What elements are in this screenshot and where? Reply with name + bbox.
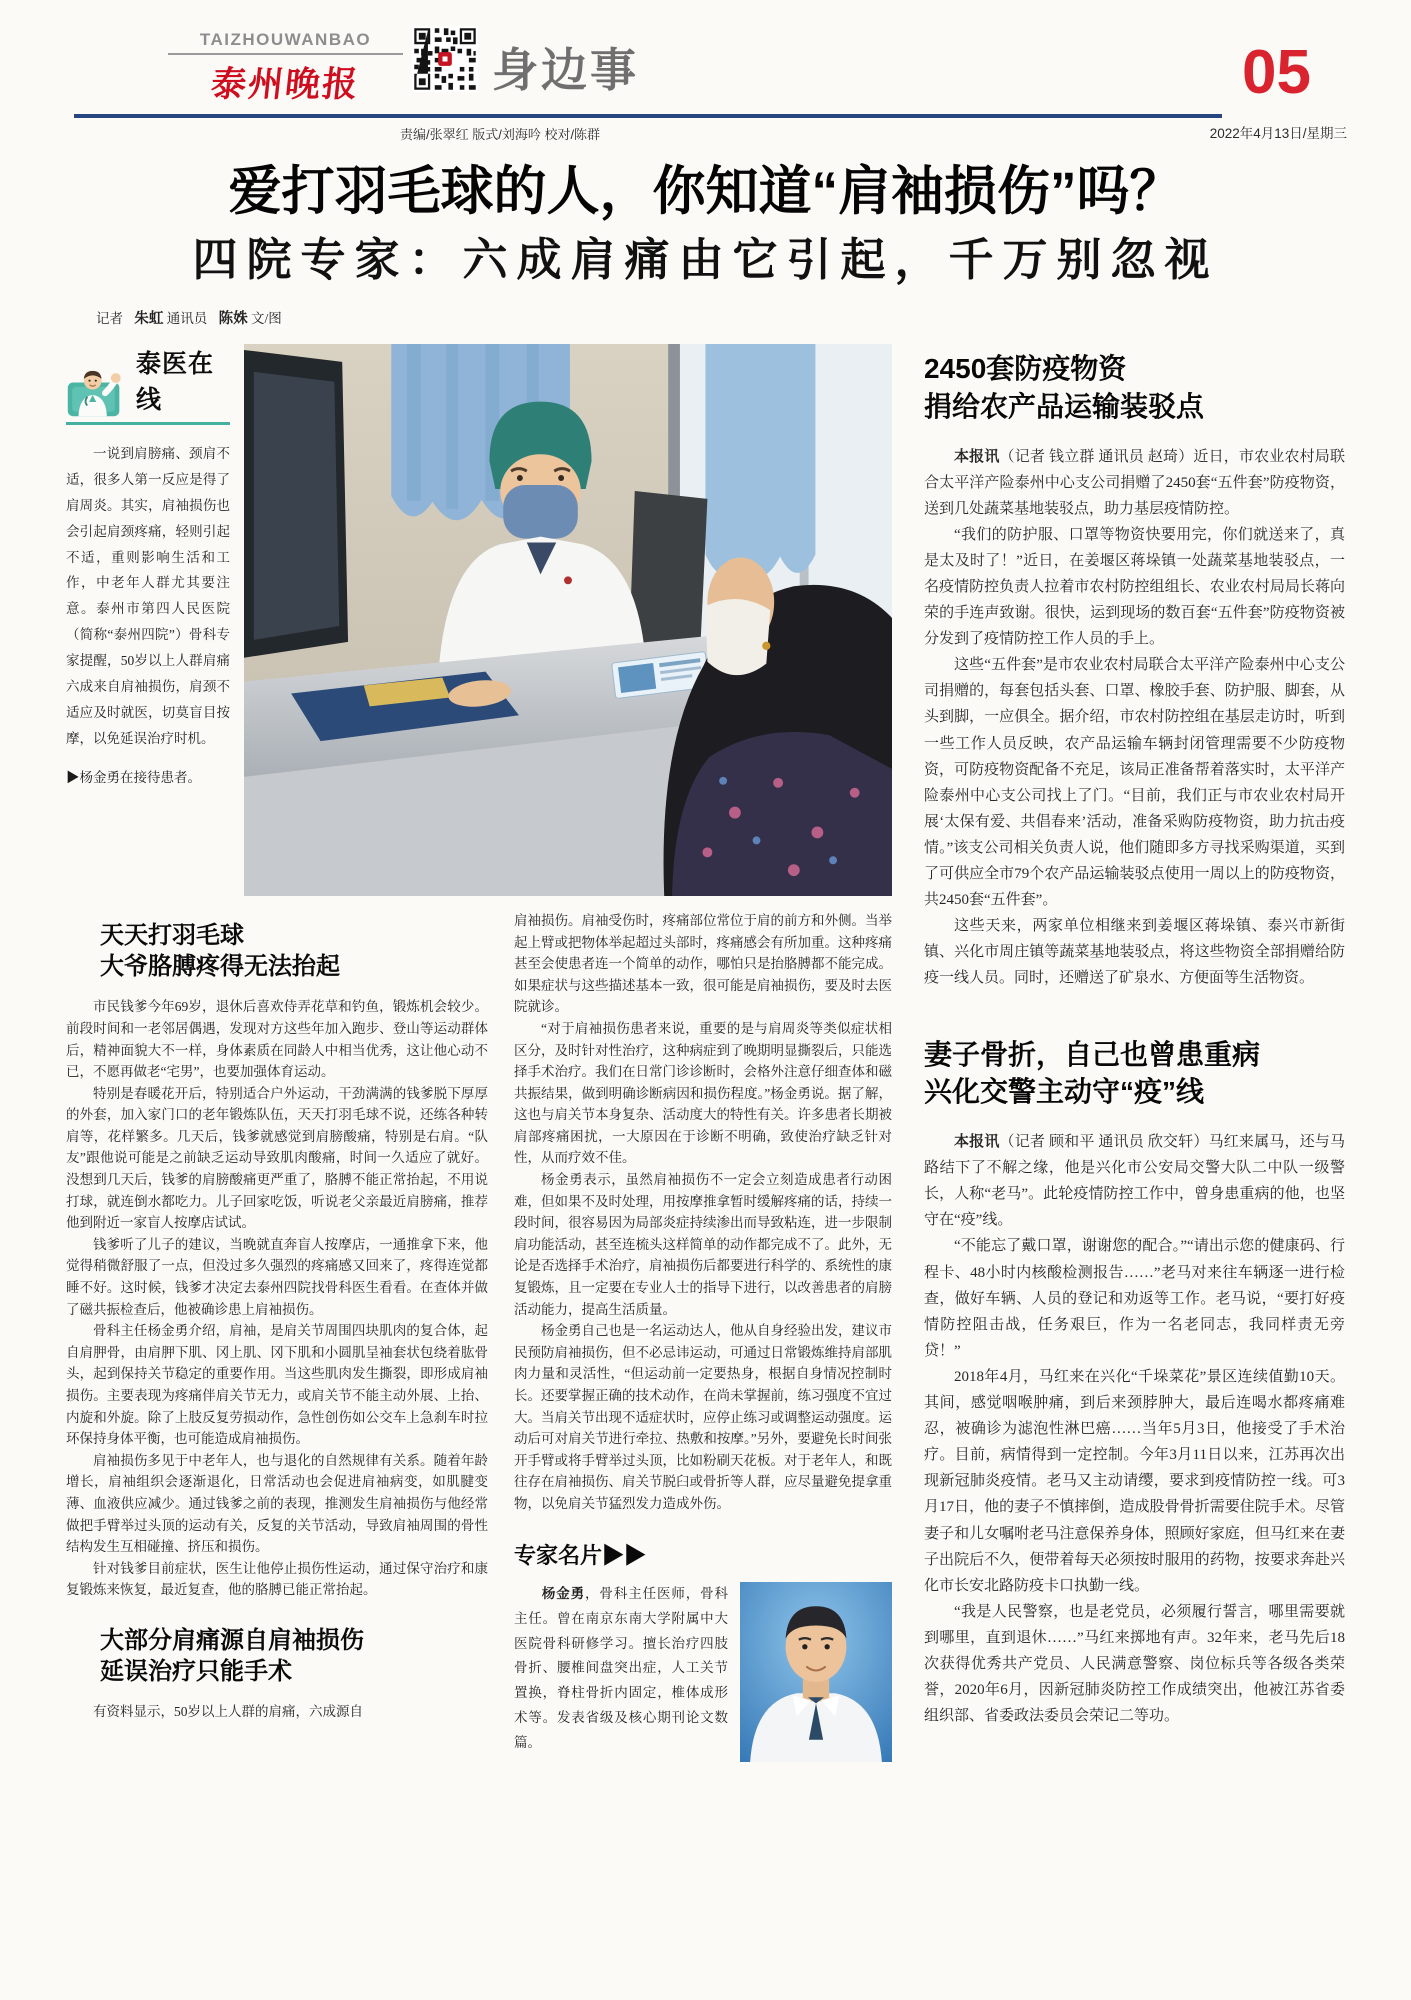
page-number: 05: [1242, 38, 1311, 107]
paragraph: 这些“五件套”是市农业农村局联合太平洋产险泰州中心支公司捐赠的，每套包括头套、口罩、橡胶手套、防护服、脚套，从头到脚，一应俱全。据介绍，市农村防控组在基层走访时，听到一些工作人员反映，农产品运输车辆封闭管理需要不少防疫物资，可防疫物资配备不充足，该局正准备帮着落实时，太平洋产险泰州中心支公司找上了门。“目前，我们正与市农业农村局开展‘太保有爱、共倡春来’活动，准备采购防疫物资，助力抗击疫情。”该支公司相关负责人说，他们随即多方寻找采购渠道，买到了可供应全市79个农产品运输装驳点使用一周以上的防疫物资，共2450套“五件套”。: [924, 657, 1345, 909]
lead-text: 马红来属马，还与马路结下了不解之缘，他是兴化市公安局交警大队二中队一级警长，人称“老马”。此轮疫情防控工作中，曾身患重病的他，也坚守在“疫”线。: [924, 1134, 1345, 1229]
newspaper-logo: [168, 30, 403, 107]
header-rule: [74, 114, 1222, 118]
section-title: 身边事: [492, 44, 639, 96]
byline: [96, 307, 1411, 328]
reporter-label: 记者: [96, 310, 123, 326]
consultation-photo-illustration: [244, 344, 892, 896]
photo-caption: ▶杨金勇在接待患者。: [66, 769, 201, 785]
paragraph: 针对钱爹目前症状，医生让他停止损伤性运动，通过保守治疗和康复锻炼来恢复，最近复查，他的胳膊已能正常抬起。: [66, 1560, 488, 1598]
lead-byline: （记者 钱立群 通讯员 赵琦）: [999, 448, 1194, 465]
doctor-icon: [66, 368, 130, 420]
reporter-name: 朱虹: [134, 310, 164, 327]
column-badge-label: 泰医在线: [136, 349, 215, 414]
page-content: [0, 340, 1411, 1766]
paragraph: 杨金勇表示，虽然肩袖损伤不一定会立刻造成患者行动困难，但如果不及时处理，用按摩推拿暂时缓解疼痛的话，持续一段时间，很容易因为局部炎症持续渗出而导致粘连，进一步限制肩功能活动，甚至连梳头这样简单的动作都完成不了。此外，无论是否选择手术治疗，肩袖损伤后都要进行科学的、系统性的康复锻炼，且一定要在专业人士的指导下进行，以改善患者的肩膀活动能力，提高生活质量。: [514, 1172, 892, 1317]
photo-credit: 文/图: [251, 310, 282, 326]
lead-text: 近日，市农业农村局联合太平洋产险泰州中心支公司捐赠了2450套“五件套”防疫物资，送到几处蔬菜基地装驳点，助力基层疫情防控。: [924, 448, 1345, 517]
lead-label: 本报讯: [954, 448, 1000, 465]
article-intro: 一说到肩膀痛、颈肩不适，很多人第一反应是得了肩周炎。其实，肩袖损伤也会引起肩颈疼痛，轻则引起不适，重则影响生活和工作，中老年人群尤其要注意。泰州市第四人民医院（简称“泰州四院”）骨科专家提醒，50岁以上人群肩痛六成来自肩袖损伤，肩颈不适应及时就医，切莫盲目按摩，以免延误治疗时机。: [66, 445, 230, 746]
paragraph: 肩袖损伤。肩袖受伤时，疼痛部位常位于肩的前方和外侧。当举起上臂或把物体举起超过头部时，疼痛感会有所加重。这种疼痛甚至会使患者连一个简单的动作，哪怕只是抬胳膊都不能完成。如果症状与这些描述基本一致，很可能是肩袖损伤，要及时去医院就诊。: [514, 912, 892, 1015]
news-article-police: [924, 1036, 1345, 1730]
paragraph: “不能忘了戴口罩，谢谢您的配合。”“请出示您的健康码、行程卡、48小时内核酸检测报告……”老马对来往车辆逐一进行检查，做好车辆、人员的登记和劝返等工作。老马说，“要打好疫情防控阻击战，任务艰巨，作为一名老同志，我同样责无旁贷！”: [924, 1238, 1345, 1359]
headline-zone: [60, 162, 1351, 287]
editors-line: 责编/张翠红 版式/刘海吟 校对/陈群: [400, 127, 601, 142]
feature-column-middle: [514, 910, 892, 1766]
paragraph: 钱爹听了儿子的建议，当晚就直奔盲人按摩店，一通推拿下来，他觉得稍微舒服了一点，但没过多久强烈的疼痛感又回来了，疼得连觉都睡不好。这时候，钱爹才决定去泰州四院找骨科医生看看。在查体并做了磁共振检查后，他被确诊患上肩袖损伤。: [66, 1236, 488, 1317]
qr-code-icon: [412, 26, 478, 92]
main-photo: [244, 344, 892, 896]
expert-bio-text: ，骨科主任医师，骨科主任。曾在南京东南大学附属中大医院骨科研修学习。擅长治疗四肢骨折、腰椎间盘突出症，人工关节置换，脊柱骨折内固定，椎体成形术等。发表省级及核心期刊论文数篇。: [514, 1585, 729, 1751]
newspaper-logo-latin: TAIZHOUWANBAO: [168, 30, 403, 55]
news1-headline: 2450套防疫物资 捐给农产品运输装驳点: [924, 352, 1205, 422]
paragraph: 杨金勇自己也是一名运动达人，他从自身经验出发，建议市民预防肩袖损伤，但不必忌讳运动，可通过日常锻炼维持肩部肌肉力量和灵活性，“但运动前一定要热身，根据自身情况控制时长。还要掌握正确的技术动作，在尚未掌握前，练习强度不宜过大。当肩关节出现不适症状时，应停止练习或调整运动强度。运动后可对肩关节进行牵拉、热敷和按摩。”另外，要避免长时间张开手臂或将手臂举过头顶，比如粉刷天花板。对于老年人，和既往存在肩袖损伤、肩关节脱臼或骨折等人群，应尽量避免提拿重物，以免肩关节猛烈发力造成外伤。: [514, 1323, 892, 1511]
lead-byline: （记者 顾和平 通讯员 欣交轩）: [999, 1134, 1209, 1151]
section1-heading: 天天打羽毛球 大爷胳膊疼得无法抬起: [100, 921, 340, 981]
correspondent-name: 陈姝: [218, 310, 248, 327]
paragraph: 有资料显示，50岁以上人群的肩痛，六成源自: [93, 1704, 363, 1720]
newspaper-logo-chinese: 泰州晚报: [209, 64, 362, 105]
news-article-donation: [924, 350, 1345, 992]
paragraph: “我们的防护服、口罩等物资快要用完，你们就送来了，真是太及时了！”近日，在姜堰区蒋垛镇一处蔬菜基地装驳点，一名疫情防控负责人拉着市农村防控组组长、农业农村局局长蒋向荣的手连声致谢。很快，运到现场的数百套“五件套”防疫物资被分发到了疫情防控工作人员的手上。: [924, 526, 1345, 648]
expert-portrait-photo: [740, 1582, 892, 1762]
paragraph: 市民钱爹今年69岁，退休后喜欢侍弄花草和钓鱼，锻炼机会较少。前段时间和一老邻居偶遇，发现对方这些年加入跑步、登山等运动群体后，精神面貌大不一样，身体素质在同龄人中相当优秀，这让他心动不已，不愿再做老“宅男”，也要加强体育运动。: [66, 999, 488, 1080]
expert-profile-box: [514, 1539, 892, 1757]
news1-lead: [924, 444, 1345, 522]
news2-headline: 妻子骨折，自己也曾患重病 兴化交警主动守“疫”线: [924, 1038, 1261, 1108]
main-article: [66, 344, 892, 1766]
correspondent-label: 通讯员: [166, 310, 208, 326]
date-line: 2022年4月13日/星期三: [1209, 126, 1347, 141]
expert-bio: [514, 1582, 892, 1757]
left-rail: [66, 344, 230, 896]
paragraph: “我是人民警察，也是老党员，必须履行誓言，哪里需要就到哪里，直到退休……”马红来掷地有声。32年来，老马先后18次获得优秀共产党员、人民满意警察、岗位标兵等各级各类荣誉，2020年6月，因新冠肺炎防控工作成绩突出，他被江苏省委组织部、省委政法委员会荣记二等功。: [924, 1603, 1345, 1725]
paragraph: 这些天来，两家单位相继来到姜堰区蒋垛镇、泰兴市新街镇、兴化市周庄镇等蔬菜基地装驳点，将这些物资全部捐赠给防疫一线人员。同时，还赠送了矿泉水、方便面等生活物资。: [924, 918, 1345, 987]
main-headline: 爱打羽毛球的人，你知道“肩袖损伤”吗？: [228, 162, 1183, 221]
paragraph: 肩袖损伤多见于中老年人，也与退化的自然规律有关系。随着年龄增长，肩袖组织会逐渐退化，日常活动也会促进肩袖病变，如肌腱变薄、血液供应减少。通过钱爹之前的表现，推测发生肩袖损伤与他经常做把手臂举过头顶的运动有关，反复的关节活动，导致肩袖周围的骨性结构发生互相碰撞、挤压和损伤。: [66, 1452, 488, 1555]
expert-box-heading: 专家名片▶▶: [514, 1542, 647, 1568]
paragraph: 特别是春暖花开后，特别适合户外运动，干劲满满的钱爹脱下厚厚的外套，加入家门口的老年锻炼队伍，天天打羽毛球不说，还练各种转肩等，花样繁多。几天后，钱爹就感觉到肩膀酸痛，特别是右肩。“队友”跟他说可能是之前缺乏运动导致肌肉酸痛，时间一久适应了就好。没想到几天后，钱爹的肩膀酸痛更严重了，胳膊不能正常抬起，不用说打球，就连倒水都吃力。儿子回家吃饭，听说老父亲最近肩膀痛，推荐他到附近一家盲人按摩店试试。: [66, 1085, 488, 1231]
paragraph: 2018年4月，马红来在兴化“千垛菜花”景区连续值勤10天。其间，感觉咽喉肿痛，到后来颈脖肿大，最后连喝水都疼痛难忍，被确诊为滤泡性淋巴癌……当年5月3日，他接受了手术治疗。目前，病情得到一定控制。今年3月11日以来，江苏再次出现新冠肺炎疫情。老马又主动请缨，要求到疫情防控一线。可3月17日，他的妻子不慎摔倒，造成股骨骨折需要住院手术。尽管妻子和儿女嘱咐老马注意保养身体，照顾好家庭，但马红来在妻子出院后不久，便带着每天必须按时服用的药物，按要求奔赴兴化市长安北路防疫卡口执勤一线。: [924, 1368, 1345, 1594]
news-column: [924, 344, 1345, 1766]
column-badge: [66, 344, 230, 425]
lead-label: 本报讯: [954, 1134, 1000, 1151]
section2-heading: 大部分肩痛源自肩袖损伤 延误治疗只能手术: [100, 1626, 364, 1686]
expert-name: 杨金勇: [541, 1585, 586, 1601]
paragraph: 骨科主任杨金勇介绍，肩袖，是肩关节周围四块肌肉的复合体，起自肩胛骨，由肩胛下肌、冈上肌、冈下肌和小圆肌呈袖套状包绕着肱骨头，起到保持关节稳定的重要作用。当这些肌肉发生撕裂，即形成肩袖损伤。主要表现为疼痛伴肩关节无力，或肩关节不能主动外展、上抬、内旋和外旋。除了上肢反复劳损动作，急性创伤如公交车上急刹车时拉环保持身体平衡，也可能造成肩袖损伤。: [66, 1323, 488, 1447]
paragraph: “对于肩袖损伤患者来说，重要的是与肩周炎等类似症状相区分，及时针对性治疗，这种病症到了晚期明显撕裂后，只能选择手术治疗。我们在日常门诊诊断时，会格外注意仔细查体和磁共振结果，做到明确诊断病因和损伤程度。”杨金勇说。据了解，这也与肩关节本身复杂、活动度大的特性有关。许多患者长期被肩部疼痛困扰，一大原因在于诊断不明确，致使治疗缺乏针对性，从而疗效不佳。: [514, 1020, 892, 1166]
feature-column-left: [66, 910, 488, 1766]
page-header: [0, 0, 1411, 148]
news2-lead: [924, 1129, 1345, 1233]
sub-headline: 四院专家：六成肩痛由它引起，千万别忽视: [192, 234, 1219, 285]
